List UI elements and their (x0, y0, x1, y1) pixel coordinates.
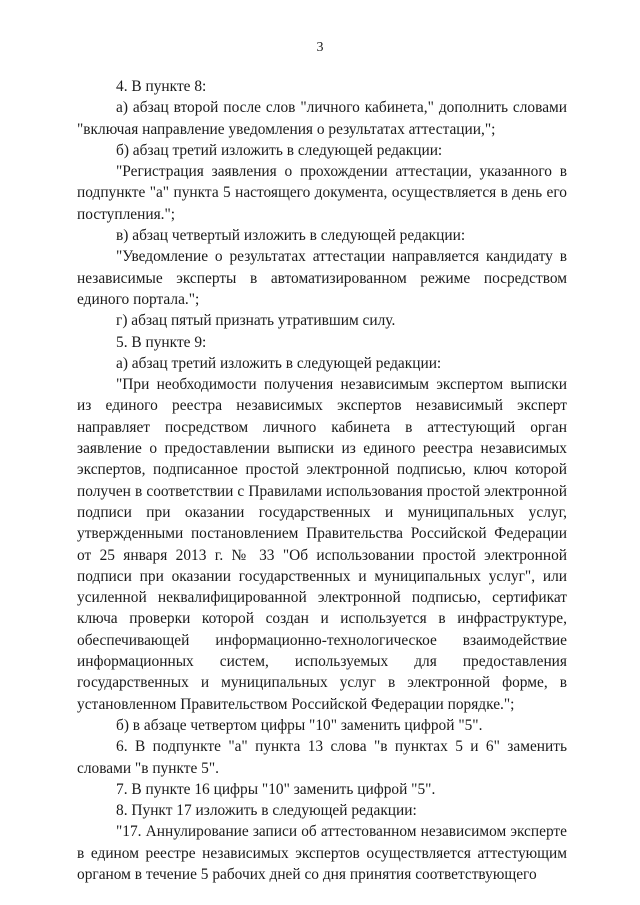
paragraph: в) абзац четвертый изложить в следующей редакции: (116, 227, 466, 245)
paragraph: "17. Аннулирование записи об аттестованном независимом эксперте в едином реестре независимых экспертов осуществляется аттестующим органом в течение 5 рабочих дней со дня принятия соответствующего (77, 823, 567, 883)
paragraph: "При необходимости получения независимым экспертом выписки из единого реестра независимых экспертов независимый эксперт направляет посредством личного кабинета в аттестующий орган заявление о предоставлении выписки из единого реестра независимых экспертов, подписанное простой электронной подписью, ключ которой получен в соответствии с Правилами использования простой электронной подписи при оказании государственных и муниципальных услуг, утвержденными постановлением Правительства Российской Федерации от 25 января 2013 г. № 33 "Об использовании простой электронной подписи при оказании государственных и муниципальных услуг", или усиленной неквалифицированной электронной подписью, сертификат ключа проверки которой создан и используется в инфраструктуре, обеспечивающей информационно-технологическое взаимодействие информационных систем, используемых для предоставления государственных и муниципальных услуг в электронной форме, в установленном Правительством Российской Федерации порядке."; (77, 376, 567, 713)
page-number: 3 (316, 40, 324, 55)
paragraph: 6. В подпункте "а" пункта 13 слова "в пунктах 5 и 6" заменить словами "в пункте 5". (77, 738, 567, 777)
document-body (77, 76, 567, 885)
paragraph: 4. В пункте 8: (116, 78, 207, 95)
paragraph: г) абзац пятый признать утратившим силу. (116, 312, 396, 330)
paragraph: а) абзац третий изложить в следующей редакции: (116, 354, 442, 372)
paragraph: 8. Пункт 17 изложить в следующей редакции: (116, 802, 417, 820)
paragraph: а) абзац второй после слов "личного кабинета," дополнить словами "включая направление уведомления о результатах аттестации,"; (77, 99, 567, 138)
paragraph: б) в абзаце четвертом цифры "10" заменить цифрой "5". (116, 716, 483, 734)
paragraph: "Уведомление о результатах аттестации направляется кандидату в независимые эксперты в автоматизированном режиме посредством единого портала."; (77, 248, 567, 308)
paragraph: "Регистрация заявления о прохождении аттестации, указанного в подпункте "а" пункта 5 настоящего документа, осуществляется в день его поступления."; (77, 163, 567, 223)
paragraph: 7. В пункте 16 цифры "10" заменить цифрой "5". (116, 780, 436, 798)
paragraph: б) абзац третий изложить в следующей редакции: (116, 141, 443, 159)
paragraph: 5. В пункте 9: (116, 333, 207, 351)
